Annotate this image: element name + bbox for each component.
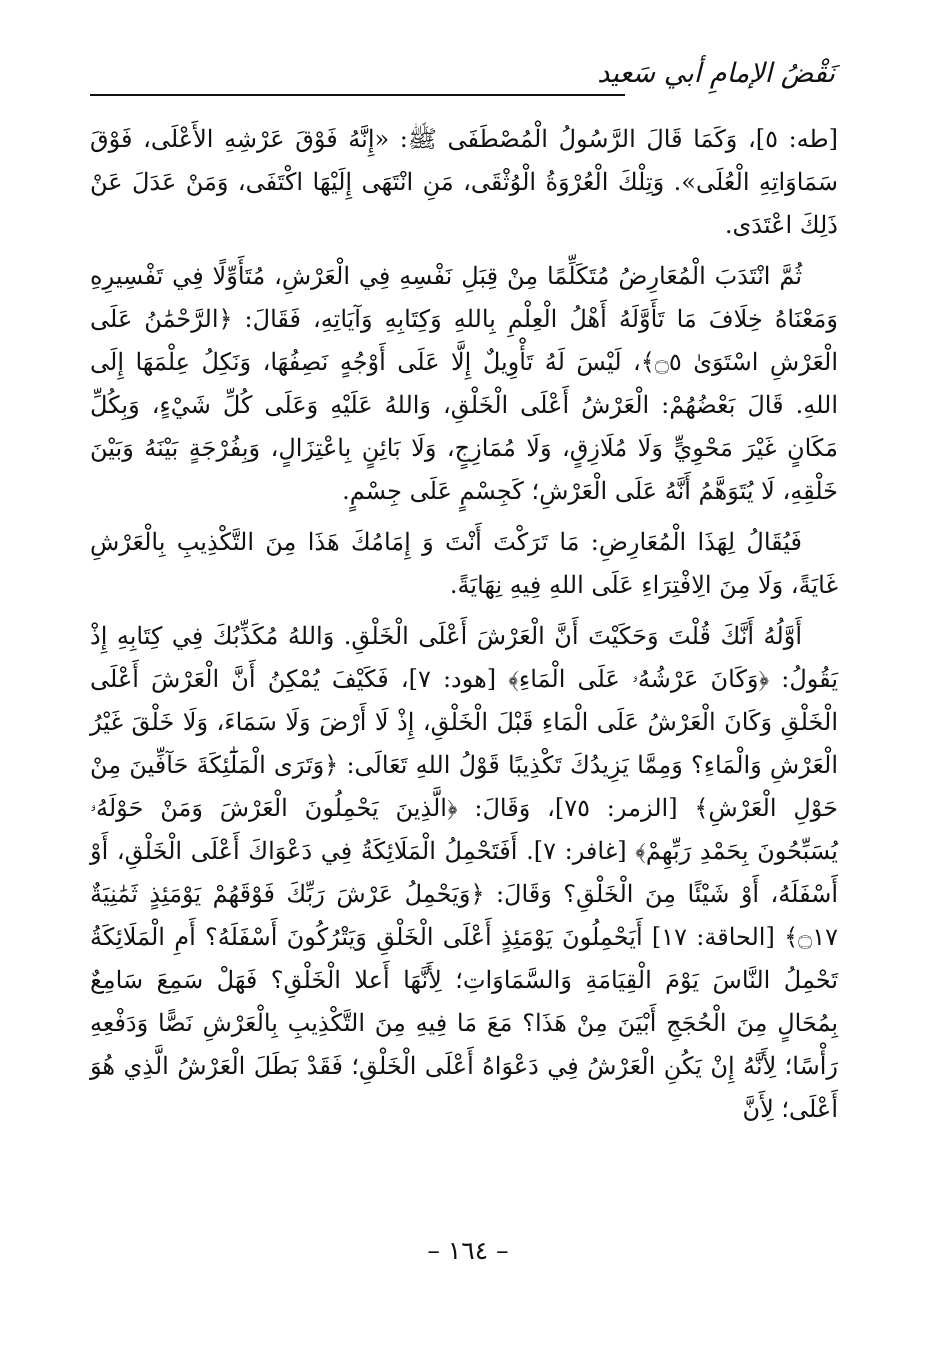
paragraph: فَيُقَالُ لِهَذَا الْمُعَارِضِ: مَا تَرَكْتَ أَنْتَ وَ إِمَامُكَ هَذَا مِنَ التَّكْذِيبِ بِالْعَرْشِ غَايَةً، وَلَا مِنَ الِافْتِرَاءِ عَلَى اللهِ فِيهِ نِهَايَةً. [90, 528, 838, 599]
running-header [90, 52, 835, 102]
header-rule [90, 94, 625, 96]
paragraph: ثُمَّ انْتَدَبَ الْمُعَارِضُ مُتَكَلِّمًا مِنْ قِبَلِ نَفْسِهِ فِي الْعَرْشِ، مُتَأَوِّلًا فِي تَفْسِيرِهِ وَمَعْنَاهُ خِلَافَ مَا تَأَوَّلَهُ أَهْلُ الْعِلْمِ بِاللهِ وَكِتَابِهِ وَآيَاتِهِ، فَقَالَ: ﴿الرَّحْمَٰنُ عَلَى الْعَرْشِ اسْتَوَىٰ ۝٥﴾، لَيْسَ لَهُ تَأْوِيلٌ إِلَّا عَلَى أَوْجُهٍ نَصِفُهَا، وَنَكِلُ عِلْمَهَا إِلَى اللهِ. قَالَ بَعْضُهُمْ: الْعَرْشُ أَعْلَى الْخَلْقِ، وَاللهُ عَلَيْهِ وَعَلَى كُلِّ شَيْءٍ، وَبِكُلِّ مَكَانٍ غَيْرَ مَحْوِيٍّ وَلَا مُلَازِقٍ، وَلَا مُمَازِجٍ، وَلَا بَائِنٍ بِاعْتِزَالٍ، وَبِفُرْجَةٍ بَيْنَهُ وَبَيْنَ خَلْقِهِ، لَا يُتَوَهَّمُ أَنَّهُ عَلَى الْعَرْشِ؛ كَجِسْمٍ عَلَى جِسْمٍ. [90, 262, 839, 505]
paragraph: أَوَّلُهُ أَنَّكَ قُلْتَ وَحَكَيْتَ أَنَّ الْعَرْشَ أَعْلَى الْخَلْقِ. وَاللهُ مُكَذِّبُكَ فِي كِتَابِهِ إِذْ يَقُولُ: ﴿وَكَانَ عَرْشُهُۥ عَلَى الْمَاءِ﴾ [هود: ٧]، فَكَيْفَ يُمْكِنُ أَنَّ الْعَرْشَ أَعْلَى الْخَلْقِ وَكَانَ الْعَرْشُ عَلَى الْمَاءِ قَبْلَ الْخَلْقِ، إِذْ لَا أَرْضَ وَلَا سَمَاءَ، وَلَا خَلْقَ غَيْرُ الْعَرْشِ وَالْمَاءِ؟ وَمِمَّا يَزِيدُكَ تَكْذِيبًا قَوْلُ اللهِ تَعَالَى: ﴿وَتَرَى الْمَلَٰٓئِكَةَ حَآفِّينَ مِنْ حَوْلِ الْعَرْشِ﴾ [الزمر: ٧٥]، وَقَالَ: ﴿الَّذِينَ يَحْمِلُونَ الْعَرْشَ وَمَنْ حَوْلَهُۥ يُسَبِّحُونَ بِحَمْدِ رَبِّهِمْ﴾ [غافر: ٧]. أَفَتَحْمِلُ الْمَلَائِكَةُ فِي دَعْوَاكَ أَعْلَى الْخَلْقِ، أَوْ أَسْفَلَهُ، أَوْ شَيْئًا مِنَ الْخَلْقِ؟ وَقَالَ: ﴿وَيَحْمِلُ عَرْشَ رَبِّكَ فَوْقَهُمْ يَوْمَئِذٍ ثَمَٰنِيَةٌ ۝١٧﴾ [الحاقة: ١٧] أَيَحْمِلُونَ يَوْمَئِذٍ أَعْلَى الْخَلْقِ وَيَتْرُكُونَ أَسْفَلَهُ؟ أَمِ الْمَلَائِكَةُ تَحْمِلُ النَّاسَ يَوْمَ الْقِيَامَةِ وَالسَّمَاوَاتِ؛ لِأَنَّهَا أَعلا الْخَلْقِ؟ فَهَلْ سَمِعَ سَامِعٌ بِمُحَالٍ مِنَ الْحُجَجِ أَبْيَنَ مِنْ هَذَا؟ مَعَ مَا فِيهِ مِنَ التَّكْذِيبِ بِالْعَرْشِ نَصًّا وَدَفْعِهِ رَأْسًا؛ لِأَنَّهُ إِنْ يَكُنِ الْعَرْشُ فِي دَعْوَاهُ أَعْلَى الْخَلْقِ؛ فَقَدْ بَطَلَ الْعَرْشُ الَّذِي هُوَ أَعْلَى؛ لِأَنَّ [90, 622, 838, 1123]
book-title: نَقْضُ الإمامِ أبي سَعيد [597, 58, 835, 89]
page-body [90, 118, 838, 1139]
page-number: – ١٦٤ – [427, 1236, 509, 1265]
paragraph: [طه: ٥]، وَكَمَا قَالَ الرَّسُولُ الْمُصْطَفَى ﷺ: «إِنَّهُ فَوْقَ عَرْشِهِ الأَعْلَى، فَوْقَ سَمَاوَاتِهِ الْعُلَى». وَتِلْكَ الْعُرْوَةُ الْوُثْقَى، مَنِ انْتَهَى إِلَيْهَا اكْتَفَى، وَمَنْ عَدَلَ عَنْ ذَلِكَ اعْتَدَى. [90, 125, 839, 239]
